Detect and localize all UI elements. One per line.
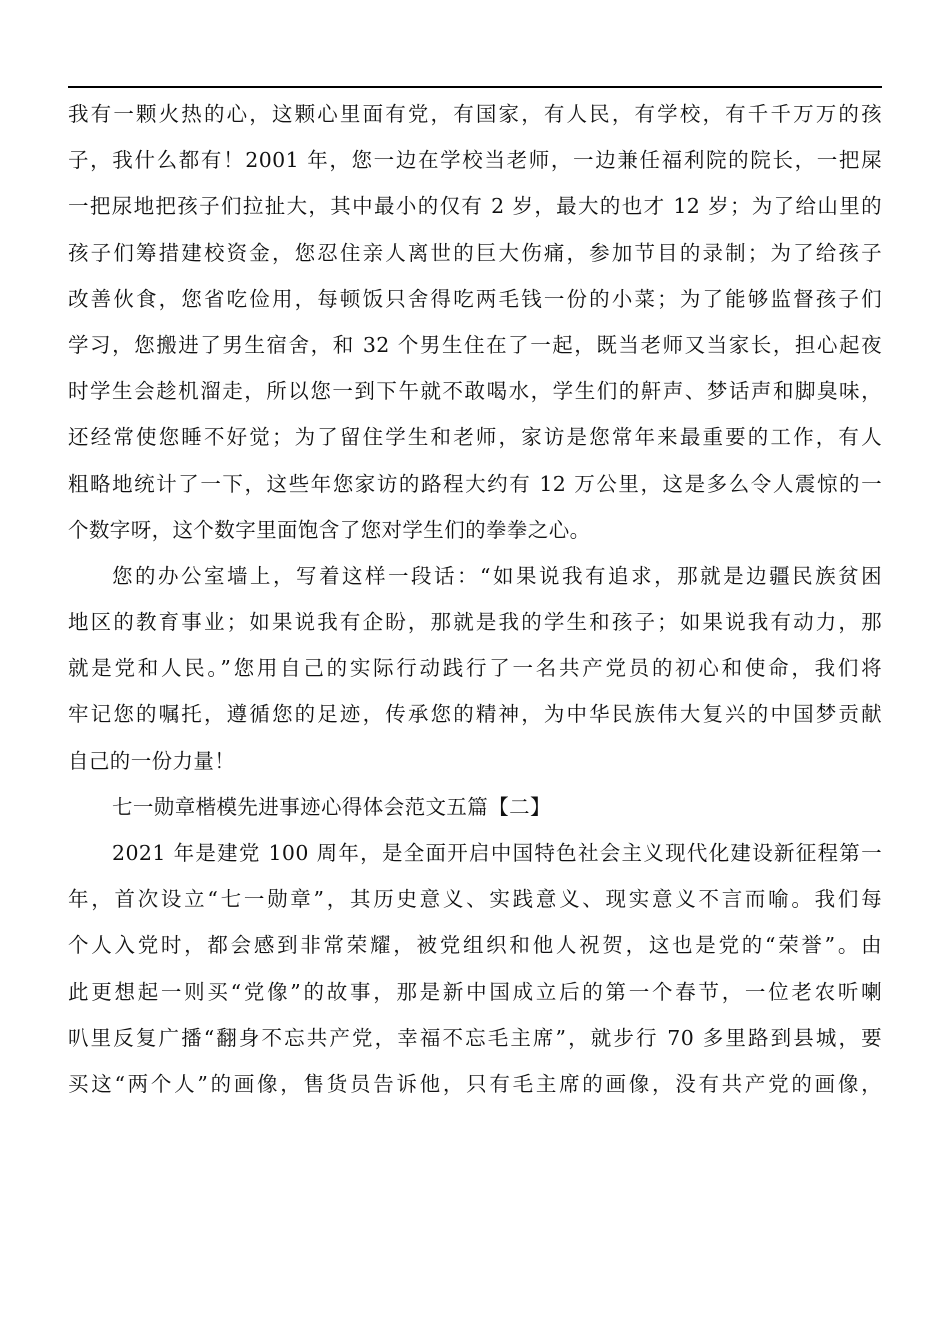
text-line: 此更想起一则买“党像”的故事，那是新中国成立后的第一个春节，一位老农听喇 xyxy=(68,979,882,1004)
text-line: 粗略地统计了一下，这些年您家访的路程大约有 12 万公里，这是多么令人震惊的一 xyxy=(68,471,882,496)
text-line: 一把尿地把孩子们拉扯大，其中最小的仅有 2 岁，最大的也才 12 岁；为了给山里的 xyxy=(68,194,882,219)
text-line: 年，首次设立“七一勋章”，其历史意义、实践意义、现实意义不言而喻。我们每 xyxy=(68,887,882,912)
text-line: 时学生会趁机溜走，所以您一到下午就不敢喝水，学生们的鼾声、梦话声和脚臭味， xyxy=(68,379,882,404)
text-line: 孩子们筹措建校资金，您忍住亲人离世的巨大伤痛，参加节目的录制；为了给孩子 xyxy=(68,240,882,265)
text-line: 叭里反复广播“翻身不忘共产党，幸福不忘毛主席”，就步行 70 多里路到县城，要 xyxy=(68,1025,882,1050)
text-line: 七一勋章楷模先进事迹心得体会范文五篇【二】 xyxy=(112,794,551,819)
text-line: 子，我什么都有！2001 年，您一边在学校当老师，一边兼任福利院的院长，一把屎 xyxy=(68,148,882,173)
text-line: 买这“两个人”的画像，售货员告诉他，只有毛主席的画像，没有共产党的画像， xyxy=(68,1071,882,1096)
text-line: 2021 年是建党 100 周年，是全面开启中国特色社会主义现代化建设新征程第一 xyxy=(112,841,882,865)
text-line: 还经常使您睡不好觉；为了留住学生和老师，家访是您常年来最重要的工作，有人 xyxy=(68,425,882,450)
text-line: 改善伙食，您省吃俭用，每顿饭只舍得吃两毛钱一份的小菜；为了能够监督孩子们 xyxy=(68,286,882,311)
header-rule xyxy=(68,86,882,88)
text-line: 就是党和人民。”您用自己的实际行动践行了一名共产党员的初心和使命，我们将 xyxy=(68,656,882,681)
text-line: 个人入党时，都会感到非常荣耀，被党组织和他人祝贺，这也是党的“荣誉”。由 xyxy=(68,933,882,958)
body-text xyxy=(68,91,882,1107)
text-line: 地区的教育事业；如果说我有企盼，那就是我的学生和孩子；如果说我有动力，那 xyxy=(68,610,882,635)
text-line: 您的办公室墙上，写着这样一段话：“如果说我有追求，那就是边疆民族贫困 xyxy=(112,563,882,588)
text-line: 学习，您搬进了男生宿舍，和 32 个男生住在了一起，既当老师又当家长，担心起夜 xyxy=(68,332,882,357)
text-line: 牢记您的嘱托，遵循您的足迹，传承您的精神，为中华民族伟大复兴的中国梦贡献 xyxy=(68,702,882,727)
text-line: 个数字呀，这个数字里面饱含了您对学生们的拳拳之心。 xyxy=(68,517,591,542)
text-line: 我有一颗火热的心，这颗心里面有党，有国家，有人民，有学校，有千千万万的孩 xyxy=(68,102,882,126)
text-line: 自己的一份力量！ xyxy=(68,748,236,773)
